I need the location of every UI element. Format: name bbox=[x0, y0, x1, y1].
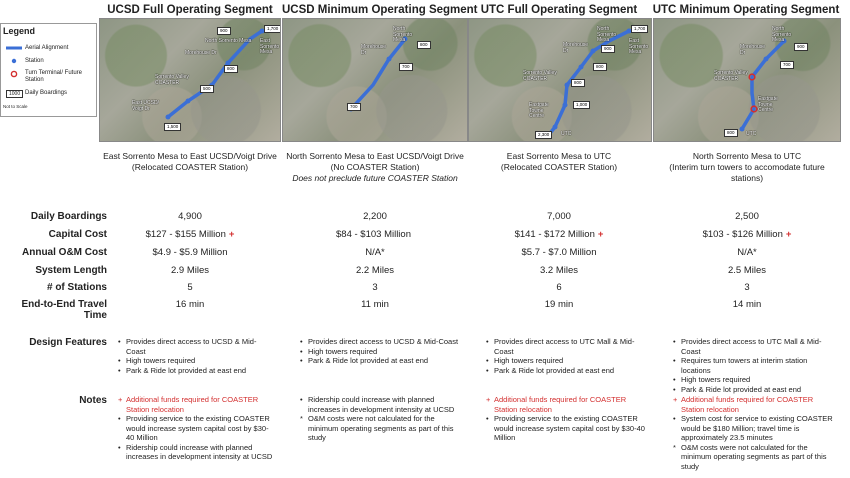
value-text: N/A* bbox=[365, 247, 385, 258]
design-feature-item: • Provides direct access to UCSD & Mid-Coast bbox=[300, 337, 464, 347]
boardings-box: 500 bbox=[200, 85, 214, 93]
map-label: North Sorrento Mesa bbox=[772, 26, 792, 43]
map-utc-min bbox=[653, 18, 841, 142]
value-travel bbox=[282, 299, 468, 310]
caption-line: East Sorrento Mesa to East UCSD/Voigt Drive bbox=[103, 151, 277, 161]
notes-list bbox=[118, 395, 276, 462]
design-feature-item: • Park & Ride lot provided at east end bbox=[486, 366, 646, 376]
station-icon bbox=[565, 83, 570, 88]
map-legend bbox=[0, 23, 97, 117]
notes-list bbox=[300, 395, 464, 443]
note-item: + Additional funds required for COASTER Station relocation bbox=[673, 395, 835, 414]
value-text: 3 bbox=[372, 282, 378, 293]
value-text: $84 - $103 Million bbox=[336, 229, 411, 240]
value-capital bbox=[655, 229, 839, 240]
value-text: 14 min bbox=[732, 299, 762, 310]
value-text: $141 - $172 Million bbox=[514, 229, 595, 240]
boardings-box: 800 bbox=[593, 63, 607, 71]
value-om bbox=[655, 247, 839, 258]
row-label-capital: Capital Cost bbox=[48, 229, 107, 240]
boardings-box: 900 bbox=[794, 43, 808, 51]
legend-item-turn-terminal: Turn Terminal/ Future Station bbox=[25, 70, 83, 83]
caption-italic-note: Does not preclude future COASTER Station bbox=[292, 173, 458, 183]
design-feature-item: • High towers required bbox=[673, 375, 835, 385]
value-text: 11 min bbox=[361, 299, 389, 310]
station-icon bbox=[553, 125, 558, 130]
value-om bbox=[468, 247, 650, 258]
design-features-list bbox=[300, 337, 464, 366]
caption-utc-full bbox=[468, 151, 650, 173]
notes-list bbox=[673, 395, 835, 471]
station-icon bbox=[740, 127, 745, 132]
map-label: East Sorrento Mesa bbox=[629, 38, 649, 55]
station-icon bbox=[563, 103, 568, 108]
station-icon bbox=[591, 49, 596, 54]
value-text: 7,000 bbox=[547, 211, 571, 222]
plus-marker: + bbox=[228, 229, 235, 240]
value-boardings bbox=[100, 211, 280, 222]
value-travel bbox=[655, 299, 839, 310]
value-text: 2.2 Miles bbox=[355, 265, 394, 276]
notes-list bbox=[486, 395, 646, 443]
boardings-box: 900 bbox=[217, 27, 231, 35]
value-text: $5.7 - $7.0 Million bbox=[521, 247, 597, 258]
row-label-om: Annual O&M Cost bbox=[22, 247, 107, 258]
caption-line: East Sorrento Mesa to UTC bbox=[506, 151, 612, 161]
value-text: N/A* bbox=[737, 247, 757, 258]
column-title-utc-min: UTC Minimum Operating Segment bbox=[652, 4, 840, 16]
row-label-travel: End-to-End Travel Time bbox=[21, 299, 107, 321]
boardings-box: 700 bbox=[399, 63, 413, 71]
value-length bbox=[468, 265, 650, 276]
boardings-box: 1,000 bbox=[573, 101, 590, 109]
design-feature-item: • High towers required bbox=[486, 356, 646, 366]
value-length bbox=[655, 265, 839, 276]
station-icon bbox=[764, 57, 769, 62]
station-icon bbox=[387, 57, 392, 62]
caption-ucsd-full bbox=[100, 151, 280, 173]
note-item: • Ridership could increase with planned increases in development intensity at UCSD bbox=[300, 395, 464, 414]
value-om bbox=[282, 247, 468, 258]
value-stations bbox=[282, 282, 468, 293]
value-text: 5 bbox=[187, 282, 193, 293]
map-label: East Sorrento Mesa bbox=[260, 38, 280, 55]
design-features-list bbox=[673, 337, 835, 394]
value-travel bbox=[468, 299, 650, 310]
caption-line: North Sorrento Mesa to East UCSD/Voigt Drive bbox=[286, 151, 464, 161]
caption-line: (Relocated COASTER Station) bbox=[500, 162, 618, 172]
value-capital bbox=[282, 229, 468, 240]
design-feature-item: • Park & Ride lot provided at east end bbox=[118, 366, 276, 376]
map-label: Morehouse Dr bbox=[185, 50, 217, 56]
caption-line: (No COASTER Station) bbox=[330, 162, 420, 172]
map-label: Morehouse Dr bbox=[740, 44, 766, 56]
map-utc-full bbox=[468, 18, 652, 142]
map-label: Morehouse Dr bbox=[361, 44, 387, 56]
design-feature-item: • Requires turn towers at interim station locations bbox=[673, 356, 835, 375]
map-label: Eastgate Towne Centre bbox=[529, 102, 549, 119]
legend-scale-note: Not to Scale bbox=[3, 104, 28, 109]
map-label: Eastgate Towne Centre bbox=[758, 96, 778, 113]
design-feature-item: • Park & Ride lot provided at east end bbox=[300, 356, 464, 366]
map-label: Sorrento Valley COASTER bbox=[714, 70, 748, 82]
value-text: 19 min bbox=[544, 299, 574, 310]
legend-title: Legend bbox=[3, 26, 36, 36]
value-text: 3 bbox=[744, 282, 750, 293]
map-label: Morehouse Dr bbox=[563, 42, 589, 54]
value-boardings bbox=[655, 211, 839, 222]
map-label: UTC bbox=[746, 131, 757, 137]
map-label: Sorrento Valley COASTER bbox=[523, 70, 557, 82]
boardings-box: 700 bbox=[347, 103, 361, 111]
value-capital bbox=[100, 229, 280, 240]
column-title-utc-full: UTC Full Operating Segment bbox=[480, 4, 638, 16]
value-text: 3.2 Miles bbox=[539, 265, 578, 276]
alignment-svg bbox=[283, 19, 467, 141]
caption-line: (Relocated COASTER Station) bbox=[131, 162, 249, 172]
boardings-box: 700 bbox=[780, 61, 794, 69]
value-stations bbox=[655, 282, 839, 293]
legend-box-sample: 1000 bbox=[6, 90, 23, 98]
caption-ucsd-min bbox=[282, 151, 468, 184]
boardings-box: 900 bbox=[601, 45, 615, 53]
note-item: + Additional funds required for COASTER Station relocation bbox=[118, 395, 276, 414]
design-features-list bbox=[118, 337, 276, 375]
boardings-box: 1,700 bbox=[631, 25, 648, 33]
value-text: $127 - $155 Million bbox=[145, 229, 226, 240]
plus-marker: + bbox=[785, 229, 792, 240]
design-feature-item: • Provides direct access to UCSD & Mid-Coast bbox=[118, 337, 276, 356]
boardings-box: 2,300 bbox=[535, 131, 552, 139]
value-text: 4,900 bbox=[178, 211, 202, 222]
column-title-ucsd-full: UCSD Full Operating Segment bbox=[107, 4, 273, 16]
design-features-list bbox=[486, 337, 646, 375]
note-item: + Additional funds required for COASTER Station relocation bbox=[486, 395, 646, 414]
caption-line: North Sorrento Mesa to UTC bbox=[692, 151, 802, 161]
value-travel bbox=[100, 299, 280, 310]
boardings-box: 800 bbox=[224, 65, 238, 73]
boardings-box: 800 bbox=[571, 79, 585, 87]
boardings-box: 800 bbox=[724, 129, 738, 137]
station-icon bbox=[166, 115, 171, 120]
column-title-ucsd-min: UCSD Minimum Operating Segment bbox=[282, 4, 478, 16]
value-text: 2.5 Miles bbox=[727, 265, 766, 276]
value-text: 2.9 Miles bbox=[170, 265, 209, 276]
boardings-box: 1,500 bbox=[164, 123, 181, 131]
value-boardings bbox=[468, 211, 650, 222]
row-label-length: System Length bbox=[35, 265, 107, 276]
note-item: * O&M costs were not calculated for the minimum operating segments as part of this study bbox=[300, 414, 464, 443]
map-label: Sorrento Valley COASTER bbox=[155, 74, 189, 86]
alignment-svg bbox=[100, 19, 280, 141]
value-text: 2,500 bbox=[735, 211, 759, 222]
value-text: 2,200 bbox=[363, 211, 387, 222]
design-feature-item: • High towers required bbox=[118, 356, 276, 366]
station-icon bbox=[579, 65, 584, 70]
note-item: • Providing service to the existing COASTER would increase system capital cost by $30-40 Million bbox=[118, 414, 276, 443]
map-label: North Sorrento Mesa bbox=[393, 26, 413, 43]
design-feature-item: • Provides direct access to UTC Mall & Mid-Coast bbox=[486, 337, 646, 356]
map-ucsd-full bbox=[99, 18, 281, 142]
row-label-design: Design Features bbox=[29, 337, 107, 348]
row-label-boardings: Daily Boardings bbox=[30, 211, 107, 222]
map-label: North Sorrento Mesa bbox=[205, 38, 252, 44]
map-label: UTC bbox=[561, 131, 572, 137]
turn-terminal-icon bbox=[11, 71, 16, 76]
design-feature-item: • Park & Ride lot provided at east end bbox=[673, 385, 835, 395]
design-feature-item: • High towers required bbox=[300, 347, 464, 357]
station-icon bbox=[186, 99, 191, 104]
station-dot-icon bbox=[12, 59, 16, 63]
note-item: • System cost for service to existing COASTER would be $180 Million; travel time is approximately 23.5 minutes bbox=[673, 414, 835, 443]
map-label: North Sorrento Mesa bbox=[597, 26, 617, 43]
value-stations bbox=[468, 282, 650, 293]
value-om bbox=[100, 247, 280, 258]
note-item: * O&M costs were not calculated for the minimum operating segments as part of this study bbox=[673, 443, 835, 472]
plus-marker: + bbox=[597, 229, 604, 240]
value-text: $4.9 - $5.9 Million bbox=[152, 247, 228, 258]
value-text: $103 - $126 Million bbox=[702, 229, 783, 240]
row-label-notes: Notes bbox=[79, 395, 107, 406]
value-stations bbox=[100, 282, 280, 293]
value-length bbox=[282, 265, 468, 276]
boardings-box: 1,700 bbox=[264, 25, 281, 33]
design-feature-item: • Provides direct access to UTC Mall & Mid-Coast bbox=[673, 337, 835, 356]
map-label: East UCSD/ Voigt Dr bbox=[132, 100, 159, 112]
value-length bbox=[100, 265, 280, 276]
caption-utc-min bbox=[655, 151, 839, 184]
value-text: 6 bbox=[556, 282, 562, 293]
legend-item-boardings: Daily Boardings bbox=[25, 90, 68, 96]
legend-item-station: Station bbox=[25, 58, 44, 64]
value-boardings bbox=[282, 211, 468, 222]
value-capital bbox=[468, 229, 650, 240]
map-ucsd-min bbox=[282, 18, 468, 142]
note-item: • Providing service to the existing COASTER would increase system capital cost by $30-40 Million bbox=[486, 414, 646, 443]
note-item: • Ridership could increase with planned increases in development intensity at UCSD bbox=[118, 443, 276, 462]
row-label-stations: # of Stations bbox=[46, 282, 107, 293]
caption-line: (Interim turn towers to accomodate future stations) bbox=[669, 162, 825, 183]
legend-item-alignment: Aerial Alignment bbox=[25, 45, 69, 51]
value-text: 16 min bbox=[175, 299, 205, 310]
boardings-box: 800 bbox=[417, 41, 431, 49]
